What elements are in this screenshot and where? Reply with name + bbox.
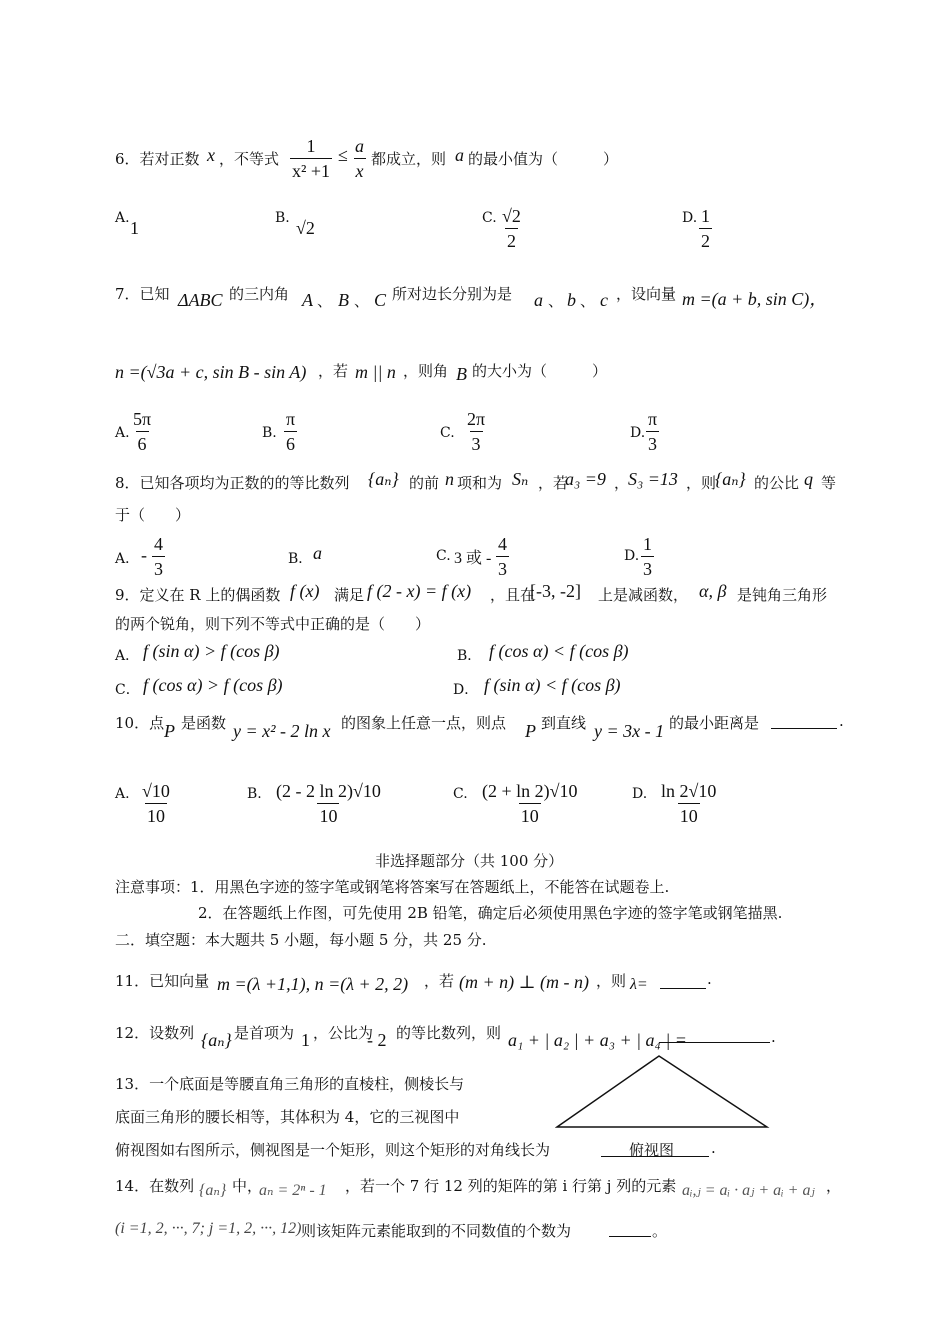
q8-line1a: 8．已知各项均为正数的的等比数列 (115, 474, 350, 492)
q8-line1d: ，若 (538, 474, 569, 492)
q8-line2: 于（ ） (115, 506, 191, 524)
q6-mid: ，不等式 (219, 150, 280, 168)
q6-opt-d: $\frac{1}{2}$ (701, 206, 710, 251)
q6-opt-a: 1 (130, 218, 139, 238)
q10-t4: 的最小距离是 (669, 714, 760, 732)
q8-opt-a-label: A． (115, 551, 140, 567)
q6-fraction2: $\frac{a}{x}$ (355, 136, 364, 181)
q9-opt-c: f (cos α) > f (cos β) (143, 675, 283, 695)
q11-lambda: λ= (630, 976, 648, 993)
q10-answer-blank[interactable] (771, 710, 837, 729)
q11-t1: ，若 (424, 972, 455, 990)
q7-sep2: 、 (354, 292, 370, 310)
q12-prefix: 12．设数列 (115, 1024, 195, 1042)
q9-line1a: 9．定义在 R 上的偶函数 (115, 586, 281, 604)
q8-opt-b: a (313, 543, 322, 563)
q13-caption: 俯视图 (629, 1141, 675, 1159)
q12-t3: 的等比数列，则 (396, 1024, 502, 1042)
q7-opt-b: $\frac{\pi}{6}$ (286, 409, 296, 454)
q7-t6: 的大小为（ ） (472, 362, 608, 380)
q14-prefix: 14．在数列 (115, 1177, 195, 1195)
q14-element: aᵢ,ⱼ = aᵢ · aⱼ + aᵢ + aⱼ (682, 1182, 815, 1199)
q9-line1b: 满足 (334, 586, 365, 604)
q7-prefix: 7．已知 (115, 285, 170, 303)
q6-opt-a-label: A. (115, 210, 130, 226)
q7-opt-d-label: D. (630, 425, 646, 441)
q10-t2: 的图象上任意一点，则点 (341, 714, 507, 732)
q12-an: {aₙ} (201, 1030, 232, 1050)
q10-opt-d-label: D. (632, 786, 648, 802)
q14-t3: ， (826, 1177, 842, 1195)
top-view-triangle (555, 1054, 770, 1129)
q6-x: x (207, 145, 215, 165)
q13-end: . (711, 1139, 716, 1157)
q10-opt-b: $\frac{(2 - 2 \ln 2)√10}{10}$ (276, 781, 381, 826)
q10-func: y = x² - 2 ln x (233, 721, 331, 741)
q7-sep1: 、 (317, 292, 333, 310)
q7-t2: 所对边长分别为是 (392, 285, 513, 303)
fill-in-title: 二．填空题：本大题共 5 小题，每小题 5 分，共 25 分. (115, 931, 487, 949)
q10-line: y = 3x - 1 (594, 721, 665, 741)
q11-answer-blank[interactable] (660, 972, 706, 989)
q7-opt-a: $\frac{5\pi}{6}$ (133, 409, 152, 454)
q14-t2: ，若一个 7 行 12 列的矩阵的第 i 行第 j 列的元素 (345, 1177, 677, 1195)
q9-opt-d: f (sin α) < f (cos β) (484, 675, 621, 695)
q8-n: n (445, 469, 454, 489)
q14-t5: 。 (652, 1222, 668, 1240)
q6-opt-d-label: D. (682, 210, 698, 226)
q8-an2: {aₙ} (715, 469, 746, 489)
q9-line1d: 上是减函数， (598, 586, 689, 604)
q7-opt-a-label: A. (115, 425, 130, 441)
q8-an: {aₙ} (368, 469, 399, 489)
q7-t1: 的三内角 (229, 285, 290, 303)
q6-le: ≤ (338, 145, 348, 165)
q8-line1f: ，则 (686, 474, 717, 492)
q8-opt-a-sign: - (141, 545, 147, 565)
q11-condition: (m + n) ⊥ (m - n) (459, 972, 590, 992)
section-note-1: 注意事项：1．用黑色字迹的签字笔或钢笔将答案写在答题纸上，不能答在试题卷上. (115, 878, 670, 896)
q12-expression: a₁ + | a₂ | + a₃ + | a₄ | = (508, 1030, 687, 1050)
q7-A: A (302, 290, 313, 310)
q8-S3: S₃ =13 (628, 469, 678, 489)
q8-q: q (804, 469, 813, 489)
q10-opt-c: $\frac{(2 + \ln 2)√10}{10}$ (482, 781, 578, 826)
q12-ratio: - 2 (367, 1030, 387, 1050)
q9-interval: [-3, -2] (530, 581, 581, 601)
q8-opt-c: 3 或 - (454, 550, 492, 567)
q10-P2: P (525, 721, 536, 741)
q14-formula: aₙ = 2ⁿ - 1 (259, 1182, 327, 1199)
q8-opt-c-frac: $\frac{4}{3}$ (498, 534, 507, 579)
q14-answer-blank[interactable] (609, 1219, 651, 1237)
section-note-2: 2．在答题纸上作图，可先使用 2B 铅笔，确定后必须使用黑色字迹的签字笔或钢笔描黑. (198, 904, 783, 922)
q11-prefix: 11．已知向量 (115, 972, 210, 990)
q9-line1c: ，且在 (490, 586, 536, 604)
q7-B: B (338, 290, 349, 310)
q7-a: a (534, 290, 543, 310)
q8-Sn: Sₙ (512, 469, 529, 489)
q7-n-vector: n =(√3a + c, sin B - sin A) (115, 362, 307, 382)
q6-a: a (455, 145, 464, 165)
q9-opt-b: f (cos α) < f (cos β) (489, 641, 629, 661)
q7-sep3: 、 (548, 292, 564, 310)
q7-triangle: ΔABC (178, 290, 223, 310)
q6-opt-b: √2 (296, 218, 315, 238)
q8-line1b: 的前 (409, 474, 440, 492)
q7-parallel: m || n (355, 362, 396, 382)
q10-opt-b-label: B. (247, 786, 262, 802)
q10-opt-a: $\frac{√10}{10}$ (142, 781, 170, 826)
q10-opt-d: $\frac{\ln 2√10}{10}$ (661, 781, 717, 826)
q9-line1e: 是钝角三角形 (737, 586, 828, 604)
q9-fx: f (x) (290, 581, 320, 601)
q8-opt-b-label: B． (288, 551, 313, 567)
q14-t1: 中， (232, 1177, 263, 1195)
q14-an: {aₙ} (199, 1182, 227, 1199)
q9-opt-a-label: A． (115, 648, 140, 664)
q6-opt-b-label: B. (275, 210, 290, 226)
q8-line1e: ， (614, 474, 630, 492)
q11-t3: . (707, 970, 712, 988)
q13-line2: 底面三角形的腰长相等，其体积为 4，它的三视图中 (115, 1108, 460, 1126)
q12-one: 1 (301, 1030, 310, 1050)
q10-P: P (164, 721, 175, 741)
q7-opt-d: $\frac{\pi}{3}$ (648, 409, 658, 454)
q6-suffix2: 的最小值为（ ） (468, 150, 619, 168)
section-title: 非选择题部分（共 100 分） (375, 852, 564, 870)
q7-t5: ，则角 (403, 362, 449, 380)
q8-opt-a: $\frac{4}{3}$ (154, 534, 163, 579)
q9-opt-d-label: D． (453, 682, 479, 698)
q7-b: b (567, 290, 576, 310)
q7-m-vector: m =(a + b, sin C)， (682, 289, 828, 309)
q9-ab: α, β (699, 581, 727, 601)
q7-t4: ，若 (318, 362, 349, 380)
q8-opt-c-label: C. (436, 548, 451, 564)
q9-opt-c-label: C． (115, 682, 140, 698)
q7-C: C (374, 290, 387, 310)
q9-opt-b-label: B． (457, 648, 482, 664)
q10-t5: . (839, 712, 844, 730)
q12-t4: . (771, 1028, 776, 1046)
q13-line1: 13．一个底面是等腰直角三角形的直棱柱，侧棱长与 (115, 1075, 465, 1093)
q11-t2: ，则 (596, 972, 627, 990)
q7-B2: B (456, 364, 467, 384)
q10-prefix: 10．点 (115, 714, 165, 732)
q8-line1h: 等 (821, 474, 837, 492)
q6-opt-c-label: C. (482, 210, 497, 226)
q10-t3: 到直线 (541, 714, 587, 732)
q6-prefix: 6．若对正数 (115, 150, 200, 168)
q7-opt-c: $\frac{2\pi}{3}$ (467, 409, 486, 454)
q8-opt-d-label: D. (624, 548, 640, 564)
q10-t1: 是函数 (181, 714, 227, 732)
q10-opt-a-label: A. (115, 786, 130, 802)
q8-a3: a₃ =9 (565, 469, 606, 489)
q6-opt-c: $\frac{√2}{2}$ (502, 206, 521, 251)
q6-suffix: 都成立，则 (371, 150, 447, 168)
q12-answer-blank[interactable] (659, 1026, 770, 1043)
q12-t1: 是首项为 (234, 1024, 295, 1042)
q8-line1g: 的公比 (754, 474, 800, 492)
q13-line3: 俯视图如右图所示，侧视图是一个矩形，则这个矩形的对角线长为 (115, 1141, 551, 1159)
q14-t4: 则该矩阵元素能取到的不同数值的个数为 (301, 1222, 572, 1240)
q8-line1c: 项和为 (457, 474, 503, 492)
q10-opt-c-label: C. (453, 786, 468, 802)
q12-t2: ，公比为 (313, 1024, 374, 1042)
q11-vectors: m =(λ +1,1), n =(λ + 2, 2) (217, 974, 409, 994)
q8-opt-d: $\frac{1}{3}$ (643, 534, 652, 579)
q9-eq: f (2 - x) = f (x) (367, 581, 472, 601)
q7-c: c (600, 290, 608, 310)
q7-t3: ，设向量 (616, 285, 677, 303)
q7-opt-c-label: C. (440, 425, 455, 441)
q7-opt-b-label: B. (262, 425, 277, 441)
q9-opt-a: f (sin α) > f (cos β) (143, 641, 280, 661)
q7-sep4: 、 (580, 292, 596, 310)
q9-line2: 的两个锐角，则下列不等式中正确的是（ ） (115, 615, 431, 633)
q14-range: (i =1, 2, ···, 7; j =1, 2, ···, 12) (115, 1220, 302, 1237)
q6-fraction: $\frac{1}{\text{x² +1}}$ (292, 136, 331, 181)
